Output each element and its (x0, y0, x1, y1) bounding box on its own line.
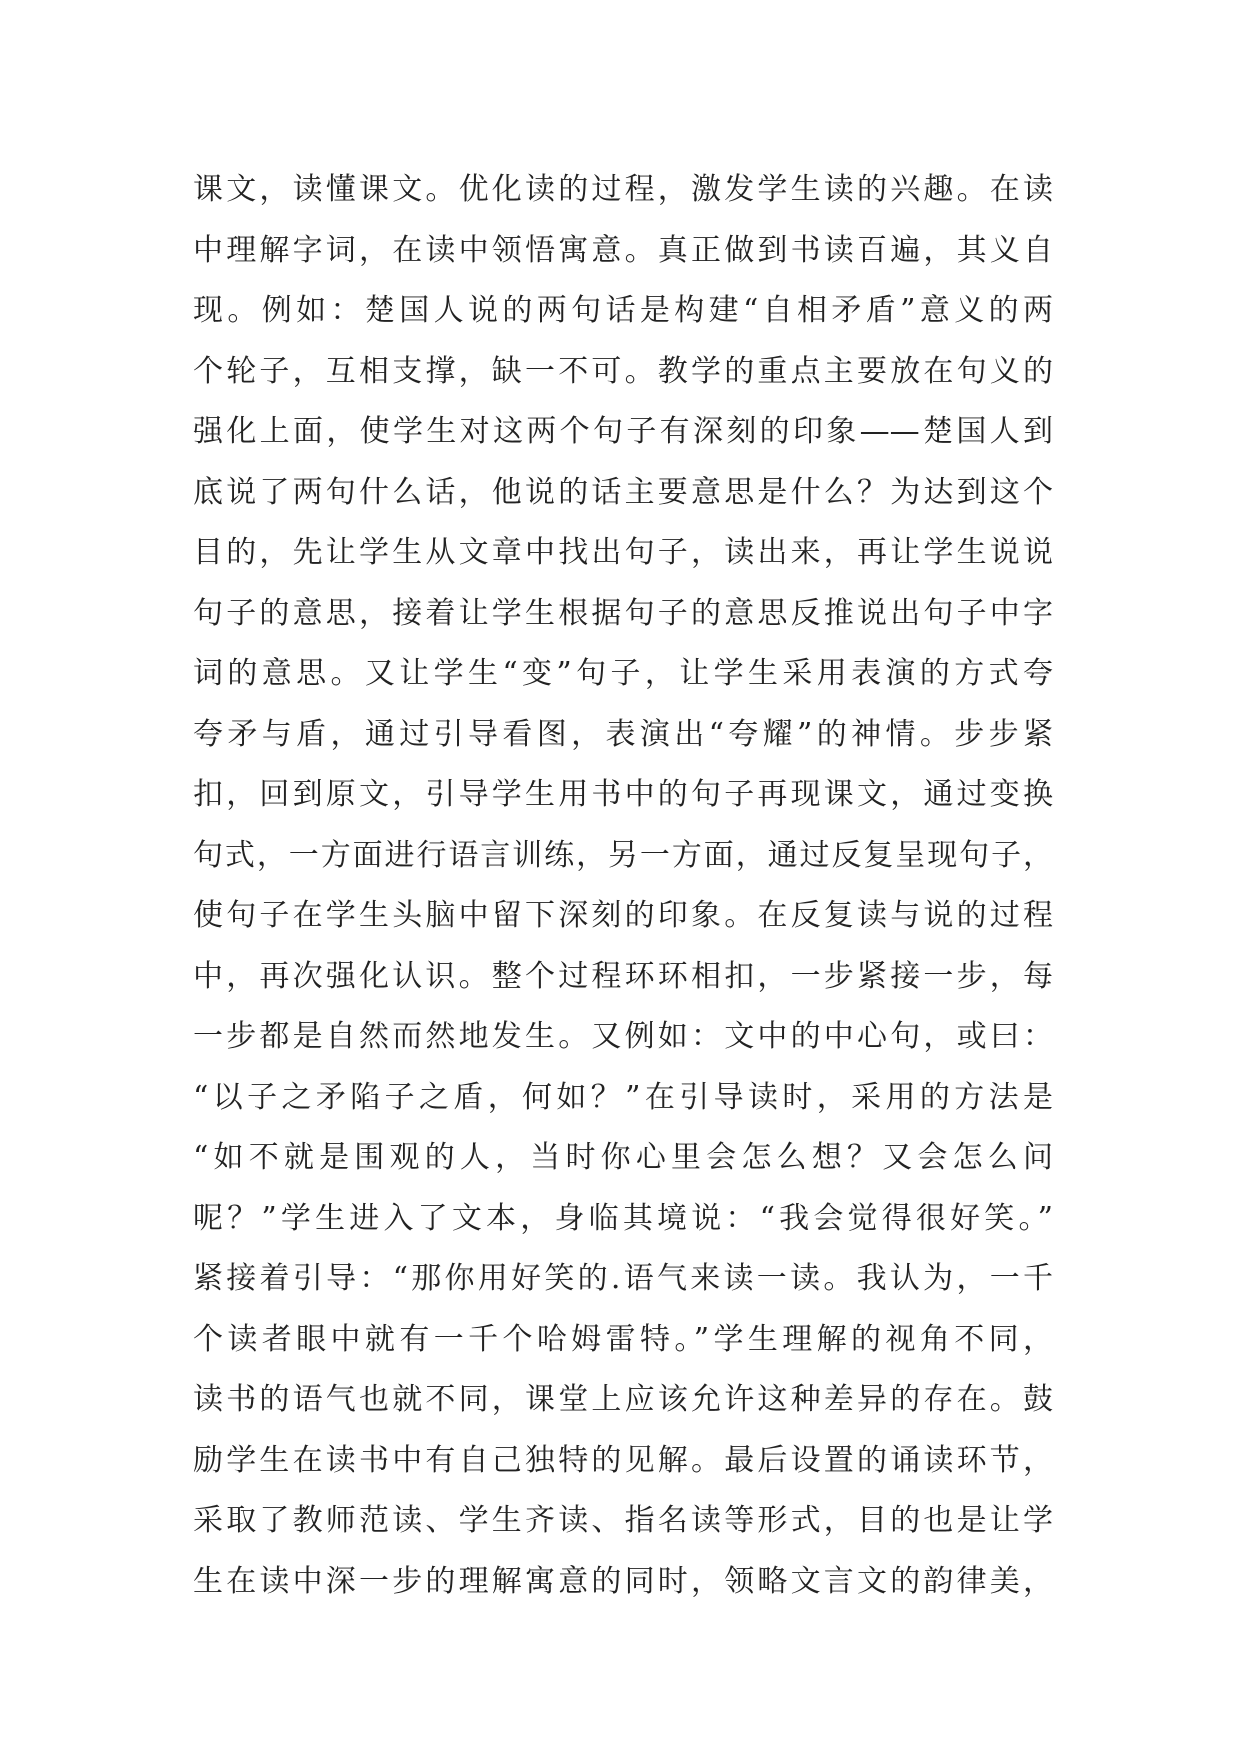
text-line: “如不就是围观的人，当时你心里会怎么想？又会怎么问 (193, 1140, 1053, 1175)
text-line: 生在读中深一步的理解寓意的同时，领略文言文的韵律美， (193, 1563, 1053, 1599)
text-line: 扣，回到原文，引导学生用书中的句子再现课文，通过变换 (193, 777, 1053, 812)
text-line: 底说了两句什么话，他说的话主要意思是什么？为达到这个 (193, 474, 1053, 510)
text-line: “以子之矛陷子之盾，何如？”在引导读时，采用的方法是 (193, 1079, 1053, 1115)
text-line: 一步都是自然而然地发生。又例如：文中的中心句，或曰： (193, 1019, 1053, 1054)
body-text (193, 160, 1053, 1612)
text-line: 中，再次强化认识。整个过程环环相扣，一步紧接一步，每 (193, 958, 1053, 994)
text-line: 呢？”学生进入了文本，身临其境说：“我会觉得很好笑。” (193, 1200, 1053, 1236)
text-line: 现。例如：楚国人说的两句话是构建“自相矛盾”意义的两 (193, 293, 1053, 328)
text-line: 句子的意思，接着让学生根据句子的意思反推说出句子中字 (193, 595, 1053, 631)
text-line: 紧接着引导：“那你用好笑的.语气来读一读。我认为，一千 (193, 1261, 1053, 1296)
text-line: 词的意思。又让学生“变”句子，让学生采用表演的方式夸 (193, 656, 1053, 691)
text-line: 课文，读懂课文。优化读的过程，激发学生读的兴趣。在读 (193, 172, 1053, 207)
text-line: 目的，先让学生从文章中找出句子，读出来，再让学生说说 (193, 535, 1053, 570)
text-line: 强化上面，使学生对这两个句子有深刻的印象——楚国人到 (193, 414, 1053, 449)
text-line: 句式，一方面进行语言训练，另一方面，通过反复呈现句子， (193, 837, 1053, 873)
text-line: 夸矛与盾，通过引导看图，表演出“夸耀”的神情。步步紧 (193, 716, 1053, 752)
text-line: 个轮子，互相支撑，缺一不可。教学的重点主要放在句义的 (193, 353, 1053, 389)
text-line: 励学生在读书中有自己独特的见解。最后设置的诵读环节， (193, 1442, 1053, 1478)
text-line: 读书的语气也就不同，课堂上应该允许这种差异的存在。鼓 (193, 1382, 1053, 1417)
text-line: 中理解字词，在读中领悟寓意。真正做到书读百遍，其义自 (193, 232, 1053, 268)
text-line: 个读者眼中就有一千个哈姆雷特。”学生理解的视角不同， (193, 1321, 1053, 1357)
text-line: 使句子在学生头脑中留下深刻的印象。在反复读与说的过程 (193, 898, 1053, 933)
text-line: 采取了教师范读、学生齐读、指名读等形式，目的也是让学 (193, 1503, 1053, 1538)
